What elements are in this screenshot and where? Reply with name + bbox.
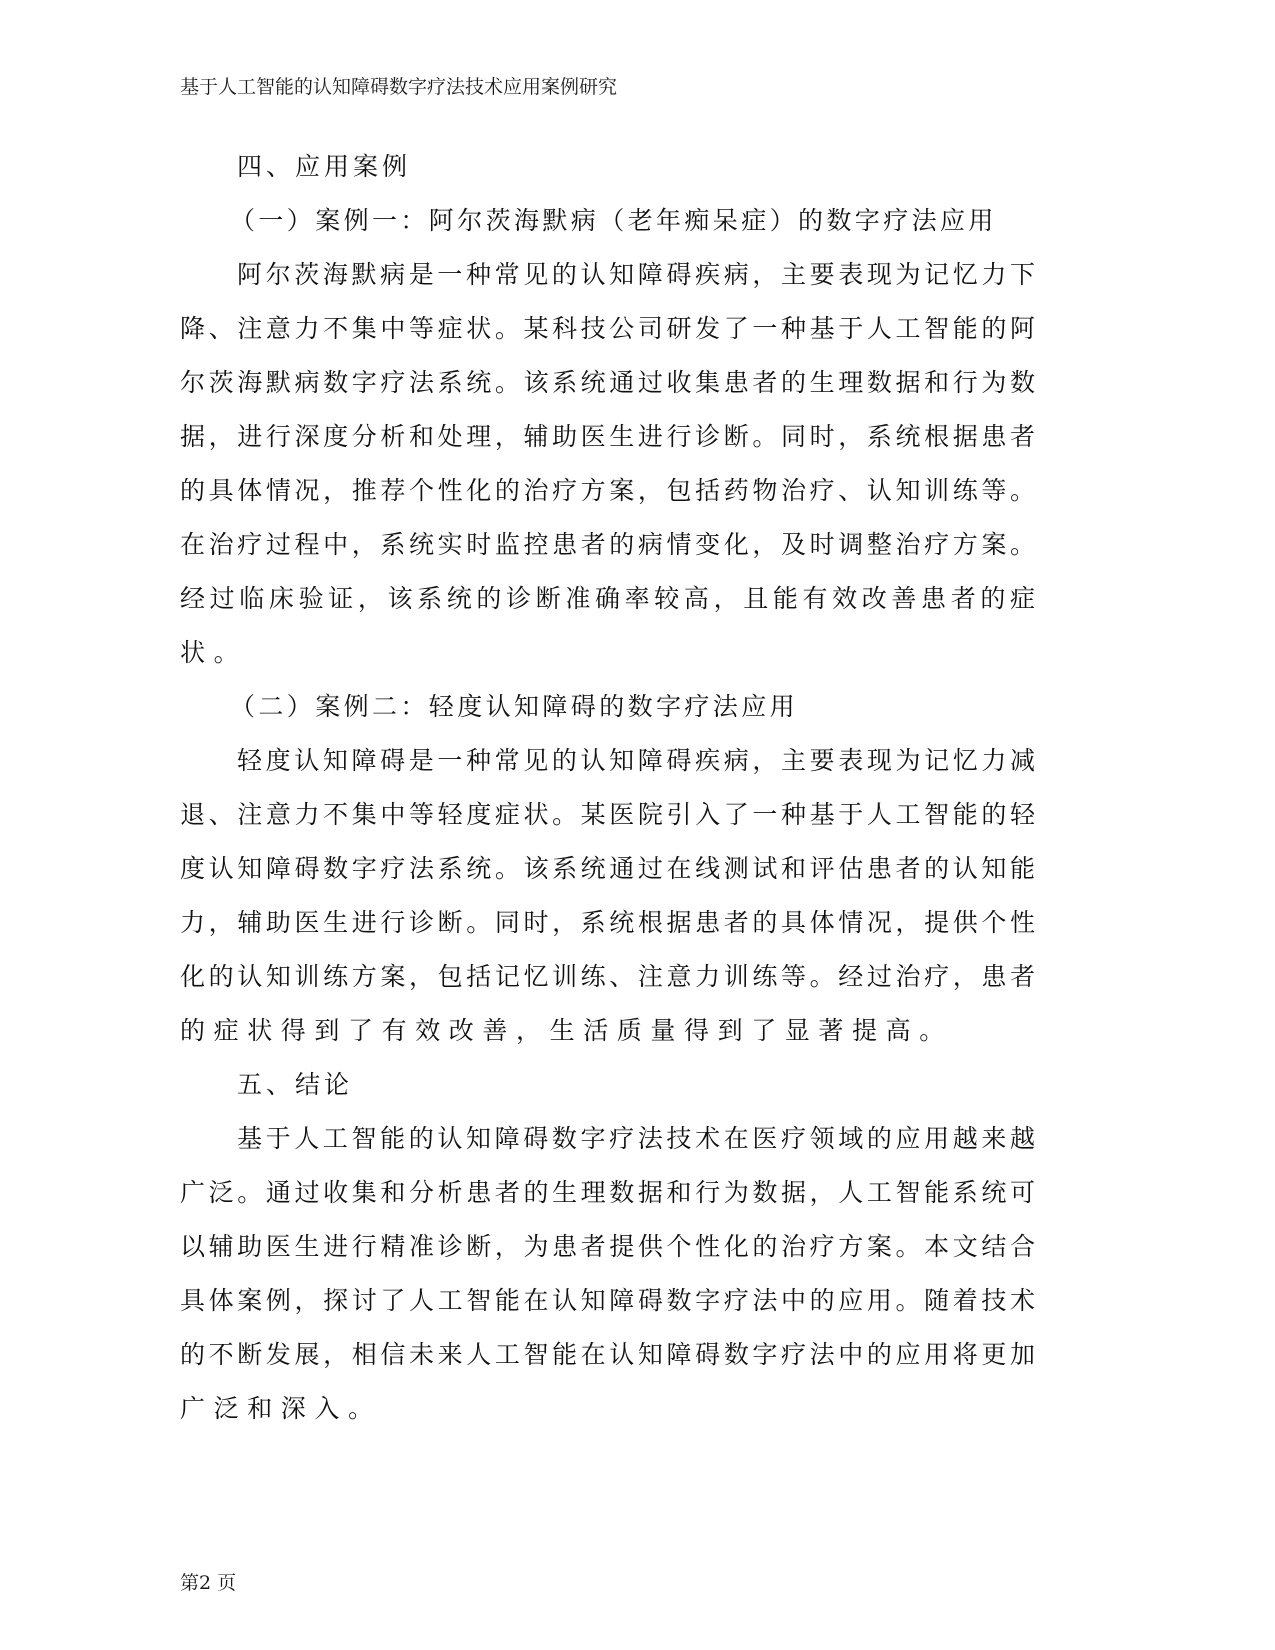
text-line: 广泛。通过收集和分析患者的生理数据和行为数据，人工智能系统可 — [180, 1178, 1035, 1207]
text-line: 退、注意力不集中等轻度症状。某医院引入了一种基于人工智能的轻 — [180, 800, 1035, 829]
text-line: 尔茨海默病数字疗法系统。该系统通过收集患者的生理数据和行为数 — [180, 368, 1035, 397]
text-line: 的症状得到了有效改善，生活质量得到了显著提高。 — [180, 1016, 953, 1045]
text-line: 力，辅助医生进行诊断。同时，系统根据患者的具体情况，提供个性 — [180, 908, 1035, 937]
case1-paragraph — [180, 248, 1035, 680]
text-line: 据，进行深度分析和处理，辅助医生进行诊断。同时，系统根据患者 — [180, 422, 1035, 451]
text-line: 轻度认知障碍是一种常见的认知障碍疾病，主要表现为记忆力减 — [237, 746, 1035, 775]
running-header: 基于人工智能的认知障碍数字疗法技术应用案例研究 — [180, 76, 618, 98]
text-line: 具体案例，探讨了人工智能在认知障碍数字疗法中的应用。随着技术 — [180, 1286, 1035, 1315]
text-line: 化的认知训练方案，包括记忆训练、注意力训练等。经过治疗，患者 — [180, 962, 1035, 991]
text-line: 阿尔茨海默病是一种常见的认知障碍疾病，主要表现为记忆力下 — [237, 260, 1035, 289]
section-heading-4: 四、应用案例 — [237, 152, 412, 181]
text-line: 降、注意力不集中等症状。某科技公司研发了一种基于人工智能的阿 — [180, 314, 1035, 343]
text-line: 广泛和深入。 — [180, 1394, 382, 1423]
document-body — [180, 140, 1035, 1436]
case2-paragraph — [180, 734, 1035, 1058]
conclusion-paragraph — [180, 1112, 1035, 1436]
text-line: 在治疗过程中，系统实时监控患者的病情变化，及时调整治疗方案。 — [180, 530, 1035, 559]
text-line: 的不断发展，相信未来人工智能在认知障碍数字疗法中的应用将更加 — [180, 1340, 1035, 1369]
text-line: 状。 — [180, 638, 248, 667]
section-heading-5: 五、结论 — [237, 1070, 354, 1099]
case1-heading: （一）案例一：阿尔茨海默病（老年痴呆症）的数字疗法应用 — [230, 206, 997, 235]
page-number: 第2 页 — [180, 1572, 237, 1594]
text-line: 经过临床验证，该系统的诊断准确率较高，且能有效改善患者的症 — [180, 584, 1035, 613]
text-line: 的具体情况，推荐个性化的治疗方案，包括药物治疗、认知训练等。 — [180, 476, 1035, 505]
text-line: 度认知障碍数字疗法系统。该系统通过在线测试和评估患者的认知能 — [180, 854, 1035, 883]
case2-heading: （二）案例二：轻度认知障碍的数字疗法应用 — [230, 692, 799, 721]
text-line: 以辅助医生进行精准诊断，为患者提供个性化的治疗方案。本文结合 — [180, 1232, 1035, 1261]
text-line: 基于人工智能的认知障碍数字疗法技术在医疗领域的应用越来越 — [237, 1124, 1035, 1153]
